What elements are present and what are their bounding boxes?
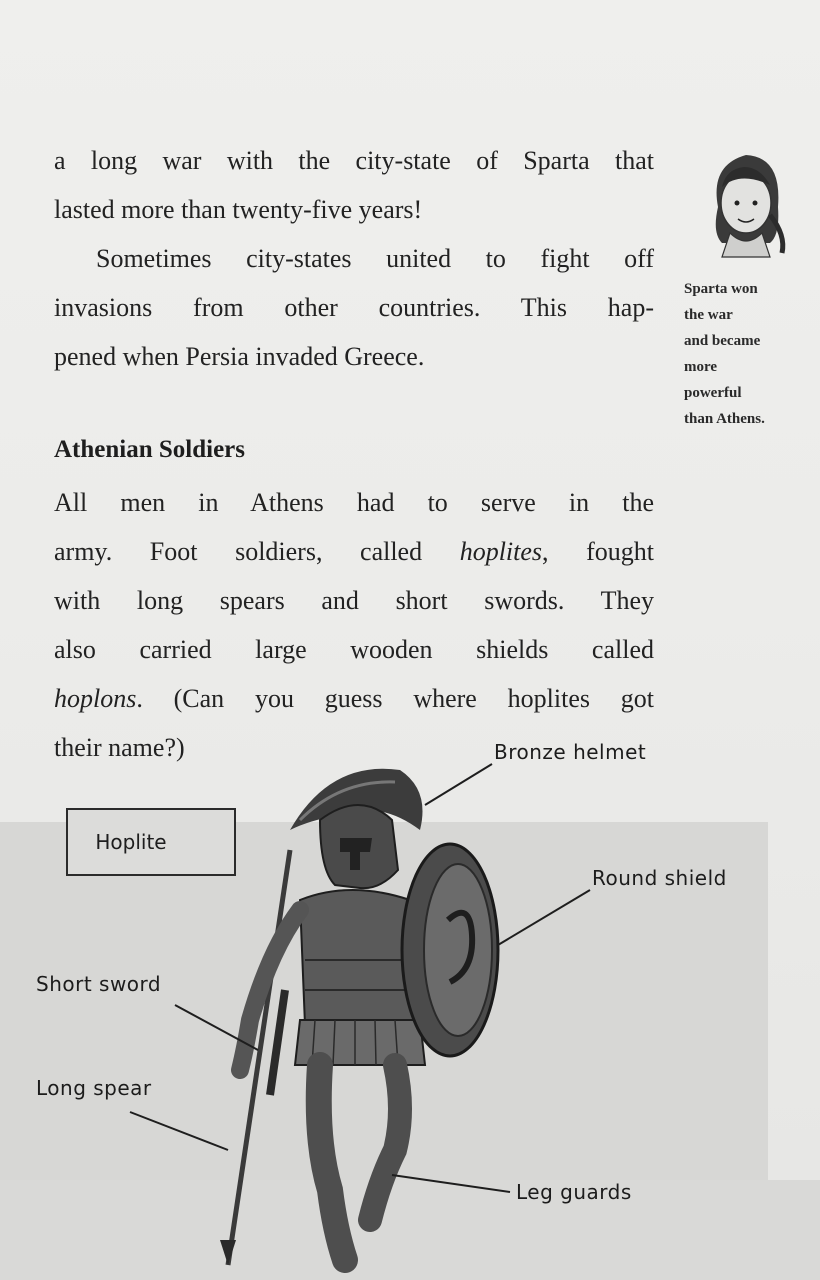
text-line: All men in Athens had to serve in the [54,488,654,517]
italic-term-hoplons: hoplons [54,684,137,713]
label-bronze-helmet: Bronze helmet [494,740,647,764]
section-heading: Athenian Soldiers [54,436,246,463]
caption-line: Sparta won [684,281,758,297]
text-line: their name?) [54,733,185,762]
text-line: a long war with the city-state of Sparta that [54,146,654,175]
label-long-spear: Long spear [36,1076,152,1100]
text-run: . (Can you guess where hoplites got [136,684,654,713]
illustration-title-box [66,808,236,876]
caption-line: more [684,359,718,375]
caption-line: powerful [684,385,742,401]
text-line: Sometimes city-states united to fight off [96,244,654,273]
label-leg-guards: Leg guards [516,1180,632,1204]
illustration-title: Hoplite [95,830,167,854]
girl-portrait-icon [700,145,792,260]
text-line [54,527,654,576]
caption-line: the war [684,307,733,323]
text-run: , fought [542,537,654,566]
text-line: invasions from other countries. This hap- [54,293,654,322]
text-line: with long spears and short swords. They [54,586,654,615]
label-round-shield: Round shield [592,866,727,890]
text-line [54,674,654,723]
label-short-sword: Short sword [36,972,162,996]
text-run: army. Foot soldiers, called [54,537,460,566]
text-line: lasted more than twenty-five years! [54,195,423,224]
caption-line: and became [684,333,761,349]
hoplite-illustration [0,720,820,1280]
caption-line: than Athens. [684,411,765,427]
paragraph-intro [54,136,654,381]
sidebar-caption [684,276,804,432]
text-line: also carried large wooden shields called [54,635,654,664]
italic-term-hoplites: hoplites [459,537,543,566]
text-line: pened when Persia invaded Greece. [54,342,425,371]
